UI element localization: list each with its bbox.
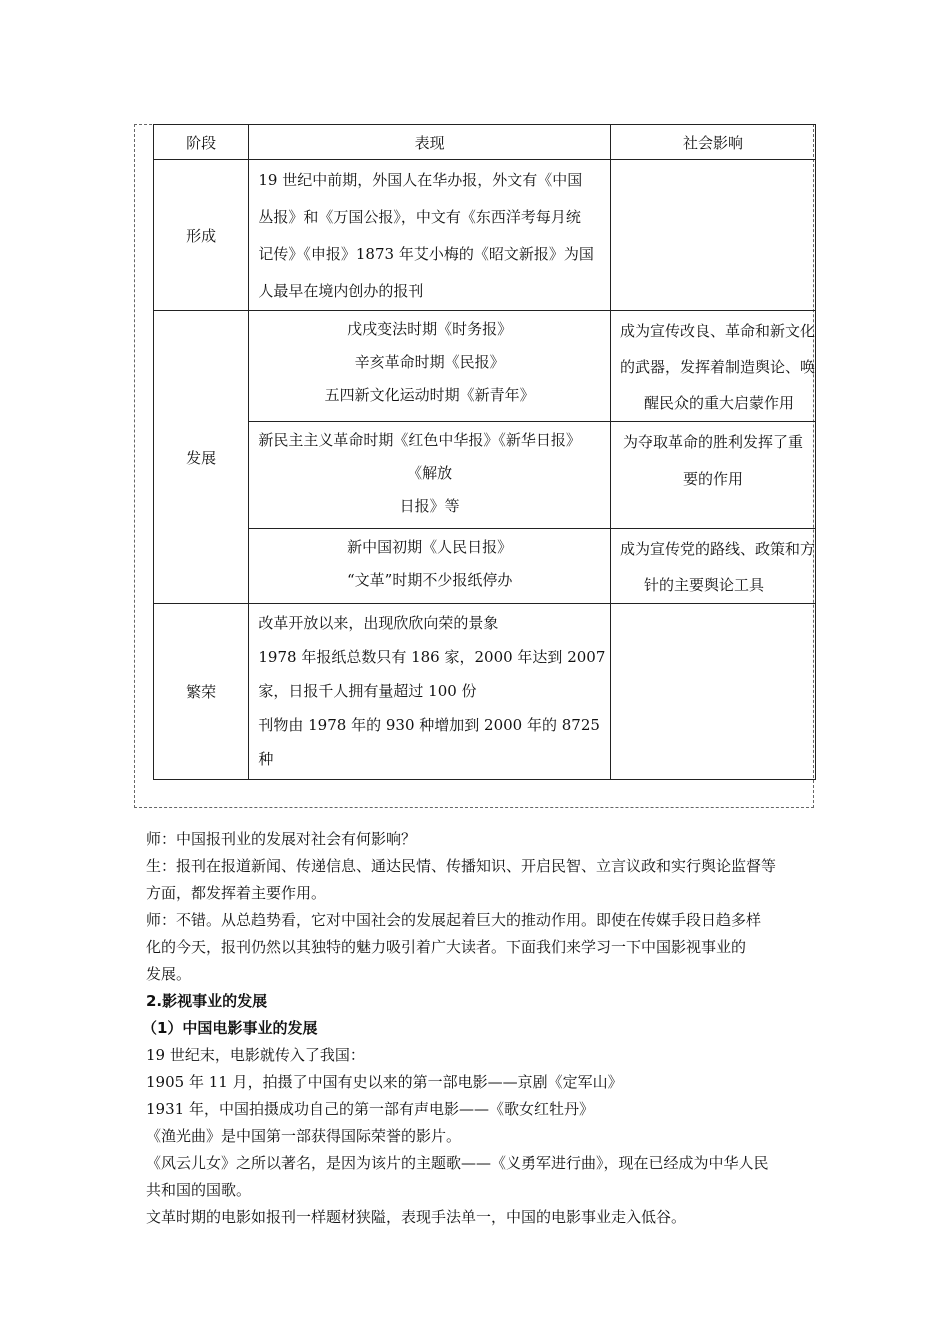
press-history-table	[153, 124, 816, 780]
text-line: 种	[258, 750, 274, 768]
paragraph: 共和国的国歌。	[146, 1181, 252, 1199]
table-row-development-2	[154, 422, 816, 529]
text-line: 新中国初期《人民日报》	[347, 538, 513, 556]
header-performance: 表现	[249, 125, 611, 160]
development-impact-3	[610, 529, 815, 604]
paragraph: 生：报刊在报道新闻、传递信息、通达民情、传播知识、开启民智、立言议政和实行舆论监督等	[146, 857, 777, 875]
development-performance-3	[249, 529, 611, 604]
section-heading: 2.影视事业的发展	[146, 992, 268, 1010]
paragraph: 19 世纪末，电影就传入了我国：	[146, 1046, 365, 1064]
paragraph: 1905 年 11 月，拍摄了中国有史以来的第一部电影——京剧《定军山》	[146, 1073, 623, 1091]
paragraph: 方面，都发挥着主要作用。	[146, 884, 327, 902]
prosperity-performance	[249, 604, 611, 780]
text-line: 丛报》和《万国公报》，中文有《东西洋考每月统	[258, 208, 581, 226]
table-header-row	[154, 125, 816, 160]
text-line: 家，日报千人拥有量超过 100 份	[258, 682, 477, 700]
development-performance-2	[249, 422, 611, 529]
paragraph: 《风云儿女》之所以著名，是因为该片的主题歌——《义勇军进行曲》，现在已经成为中华人民	[146, 1154, 769, 1172]
stage-prosperity: 繁荣	[154, 604, 249, 780]
text-line: 19 世纪中前期，外国人在华办报，外文有《中国	[258, 171, 583, 189]
paragraph: 《渔光曲》是中国第一部获得国际荣誉的影片。	[146, 1127, 462, 1145]
text-line: 《解放	[407, 464, 453, 482]
text-line: 针的主要舆论工具	[643, 576, 764, 594]
text-line: 戊戌变法时期《时务报》	[347, 320, 513, 338]
text-line: 的武器，发挥着制造舆论、唤	[619, 358, 815, 376]
paragraph: 师：不错。从总趋势看，它对中国社会的发展起着巨大的推动作用。即使在传媒手段日趋多样	[146, 911, 762, 929]
subsection-heading: （1）中国电影事业的发展	[142, 1019, 318, 1037]
text-line: 改革开放以来，出现欣欣向荣的景象	[258, 614, 499, 632]
paragraph: 文革时期的电影如报刊一样题材狭隘，表现手法单一，中国的电影事业走入低谷。	[146, 1208, 687, 1226]
formation-impact	[610, 160, 815, 311]
paragraph: 化的今天，报刊仍然以其独特的魅力吸引着广大读者。下面我们来学习一下中国影视事业的	[146, 938, 747, 956]
text-line: 成为宣传改良、革命和新文化	[619, 322, 815, 340]
header-impact: 社会影响	[610, 125, 815, 160]
text-line: 新民主主义革命时期《红色中华报》《新华日报》	[258, 431, 581, 449]
paragraph: 发展。	[146, 965, 192, 983]
table-row-formation	[154, 160, 816, 311]
text-line: 刊物由 1978 年的 930 种增加到 2000 年的 8725	[258, 716, 600, 734]
paragraph: 1931 年，中国拍摄成功自己的第一部有声电影——《歌女红牡丹》	[146, 1100, 594, 1118]
text-line: “文革”时期不少报纸停办	[347, 571, 513, 589]
lesson-body	[142, 826, 826, 1231]
text-line: 要的作用	[682, 470, 743, 488]
text-line: 记传》《申报》1873 年艾小梅的《昭文新报》为国	[258, 245, 594, 263]
text-line: 成为宣传党的路线、政策和方	[619, 540, 815, 558]
text-line: 辛亥革命时期《民报》	[354, 353, 505, 371]
text-line: 1978 年报纸总数只有 186 家，2000 年达到 2007	[258, 648, 606, 666]
text-line: 为夺取革命的胜利发挥了重	[622, 433, 803, 451]
development-impact-2	[610, 422, 815, 529]
table-row-development-3	[154, 529, 816, 604]
prosperity-impact	[610, 604, 815, 780]
table-row-development-1	[154, 311, 816, 422]
stage-formation: 形成	[154, 160, 249, 311]
stage-development: 发展	[154, 311, 249, 604]
text-line: 人最早在境内创办的报刊	[258, 282, 424, 300]
text-line: 日报》等	[399, 497, 460, 515]
development-impact-1	[610, 311, 815, 422]
text-line: 五四新文化运动时期《新青年》	[324, 386, 535, 404]
text-line: 醒民众的重大启蒙作用	[643, 394, 794, 412]
table-row-prosperity	[154, 604, 816, 780]
development-performance-1	[249, 311, 611, 422]
formation-performance	[249, 160, 611, 311]
paragraph: 师：中国报刊业的发展对社会有何影响？	[146, 830, 417, 848]
header-stage: 阶段	[154, 125, 249, 160]
